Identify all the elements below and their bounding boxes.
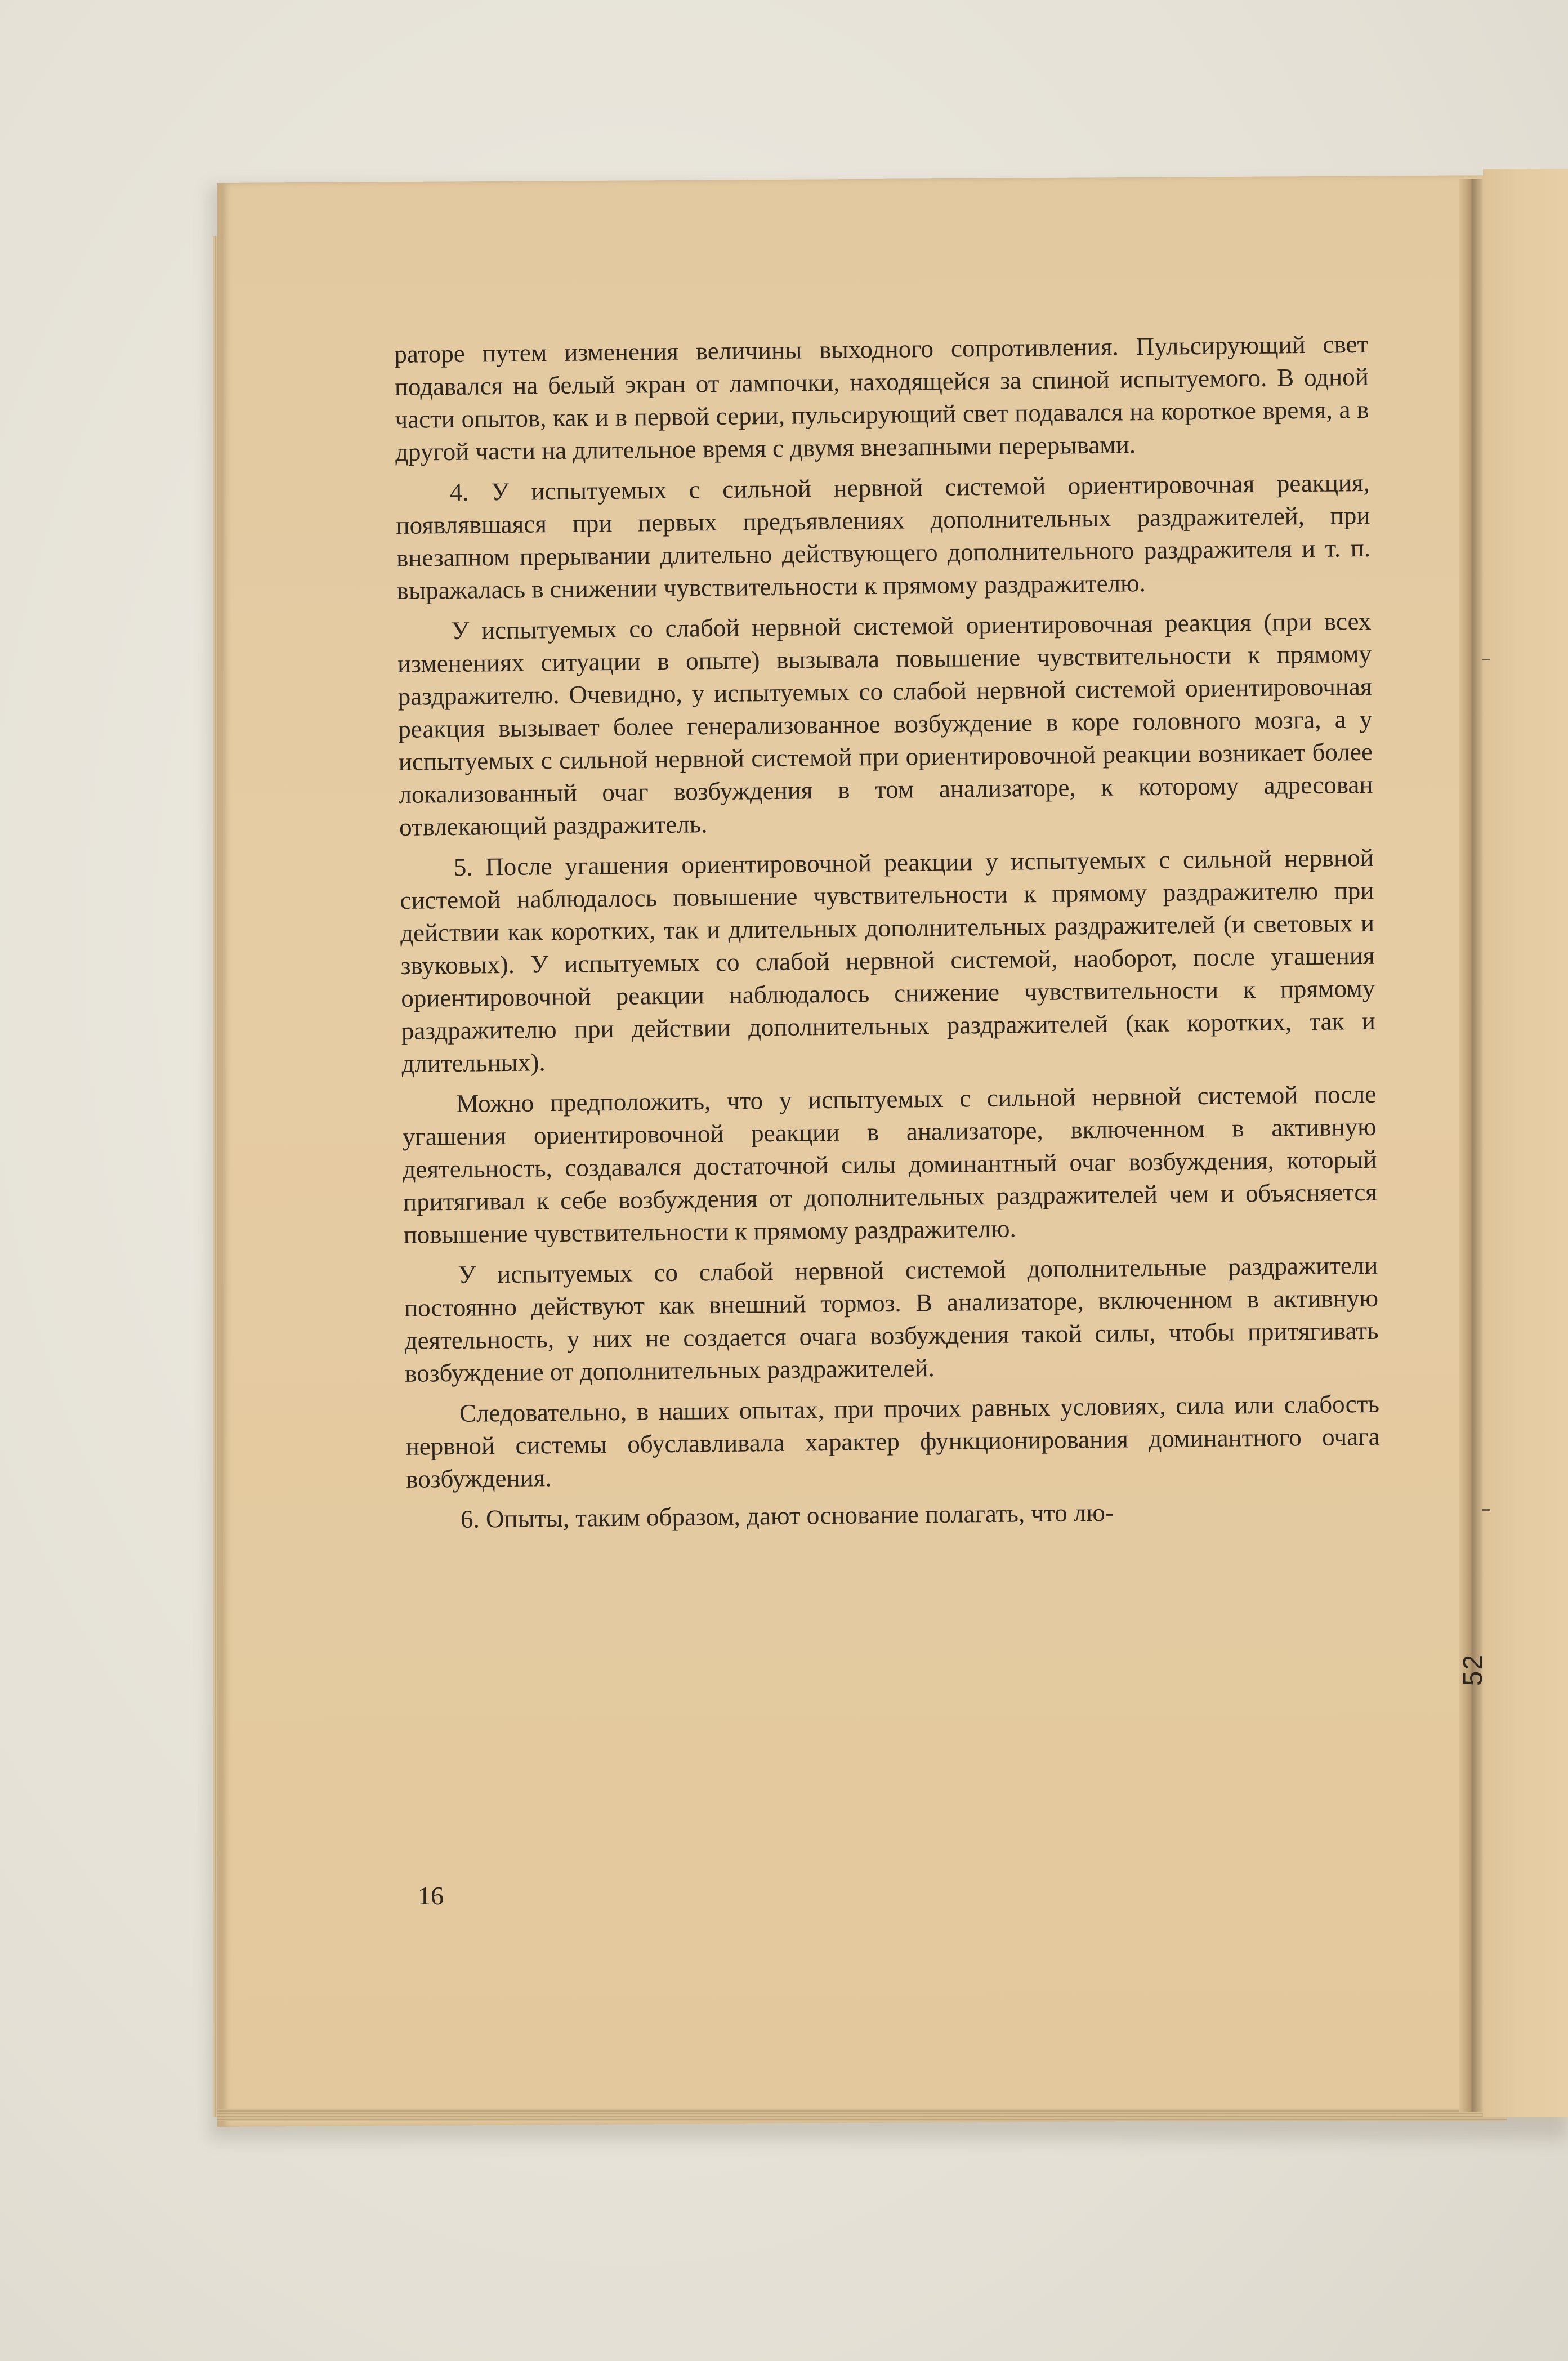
- paragraph-point-5: 5. После угашения ориентировочной реакции у испытуемых с сильной нервной системой наблюдалось повышение чувствительности к прямому раздражителю при действии как коротких, так и длительных дополнительных раздражителей (и световых и звуковых). У испытуемых со слабой нервной системой, наоборот, после угашения ориентировочной реакции наблюдалось снижение чувствительности к прямому раздражителю при действии дополнительных раздражителей (как коротких, так и длительных).: [400, 843, 1376, 1078]
- page-bottom-edge: [217, 2109, 1507, 2121]
- adjacent-page: [1483, 169, 1568, 2117]
- margin-mark: [1482, 1509, 1490, 1511]
- page-number: 16: [418, 1881, 444, 1910]
- paragraph-external-inhibitor: У испытуемых со слабой нервной системой дополнительные раздражители постоянно действуют как внешний тормоз. В анализаторе, включенном в активную деятельность, у них не создается очага возбуждения такой силы, чтобы притягивать возбуждение от дополнительных раздражителей.: [404, 1251, 1379, 1387]
- book-gutter: [1459, 179, 1483, 2112]
- paragraph-assumption: Можно предположить, что у испытуемых с сильной нервной системой после угашения ориентировочной реакции в анализаторе, включенном в активную деятельность, создавался достаточной силы доминантный очаг возбуждения, который притягивал к себе возбуждения от дополнительных раздражителей чем и объясняется повышение чувствительности к прямому раздражителю.: [402, 1079, 1378, 1249]
- page-text: [394, 328, 1381, 1544]
- paragraph-point-4: 4. У испытуемых с сильной нервной системой ориентировочная реакция, появлявшаяся при первых предъявлениях дополнительных раздражителей, при внезапном прерывании длительно действующего дополнительного раздражителя и т. п. выражалась в снижении чувствительности к прямому раздражителю.: [396, 468, 1371, 605]
- archive-sheet-number: 52: [1458, 1653, 1489, 1686]
- paragraph-continuation: раторе путем изменения величины выходного сопротивления. Пульсирующий свет подавался на белый экран от лампочки, находящейся за спиной испытуемого. В одной части опытов, как и в первой серии, пульсирующий свет подавался на короткое время, а в другой части на длительное время с двумя внезапными перерывами.: [394, 329, 1369, 466]
- paragraph-weak-nervous-system: У испытуемых со слабой нервной системой ориентировочная реакция (при всех изменениях ситуации в опыте) вызывала повышение чувствительности к прямому раздражителю. Очевидно, у испытуемых со слабой нервной системой ориентировочная реакция вызывает более генерализованное возбуждение в коре головного мозга, а у испытуемых с сильной нервной системой при ориентировочной реакции возникает более локализованный очаг возбуждения в том анализаторе, к которому адресован отвлекающий раздражитель.: [397, 606, 1373, 841]
- paragraph-point-6: 6. Опыты, таким образом, дают основание полагать, что лю-: [460, 1498, 1114, 1533]
- margin-mark: [1482, 659, 1490, 660]
- paragraph-conclusion: Следовательно, в наших опытах, при прочих равных условиях, сила или слабость нервной системы обуславливала характер функционирования доминантного очага возбуждения.: [405, 1389, 1380, 1493]
